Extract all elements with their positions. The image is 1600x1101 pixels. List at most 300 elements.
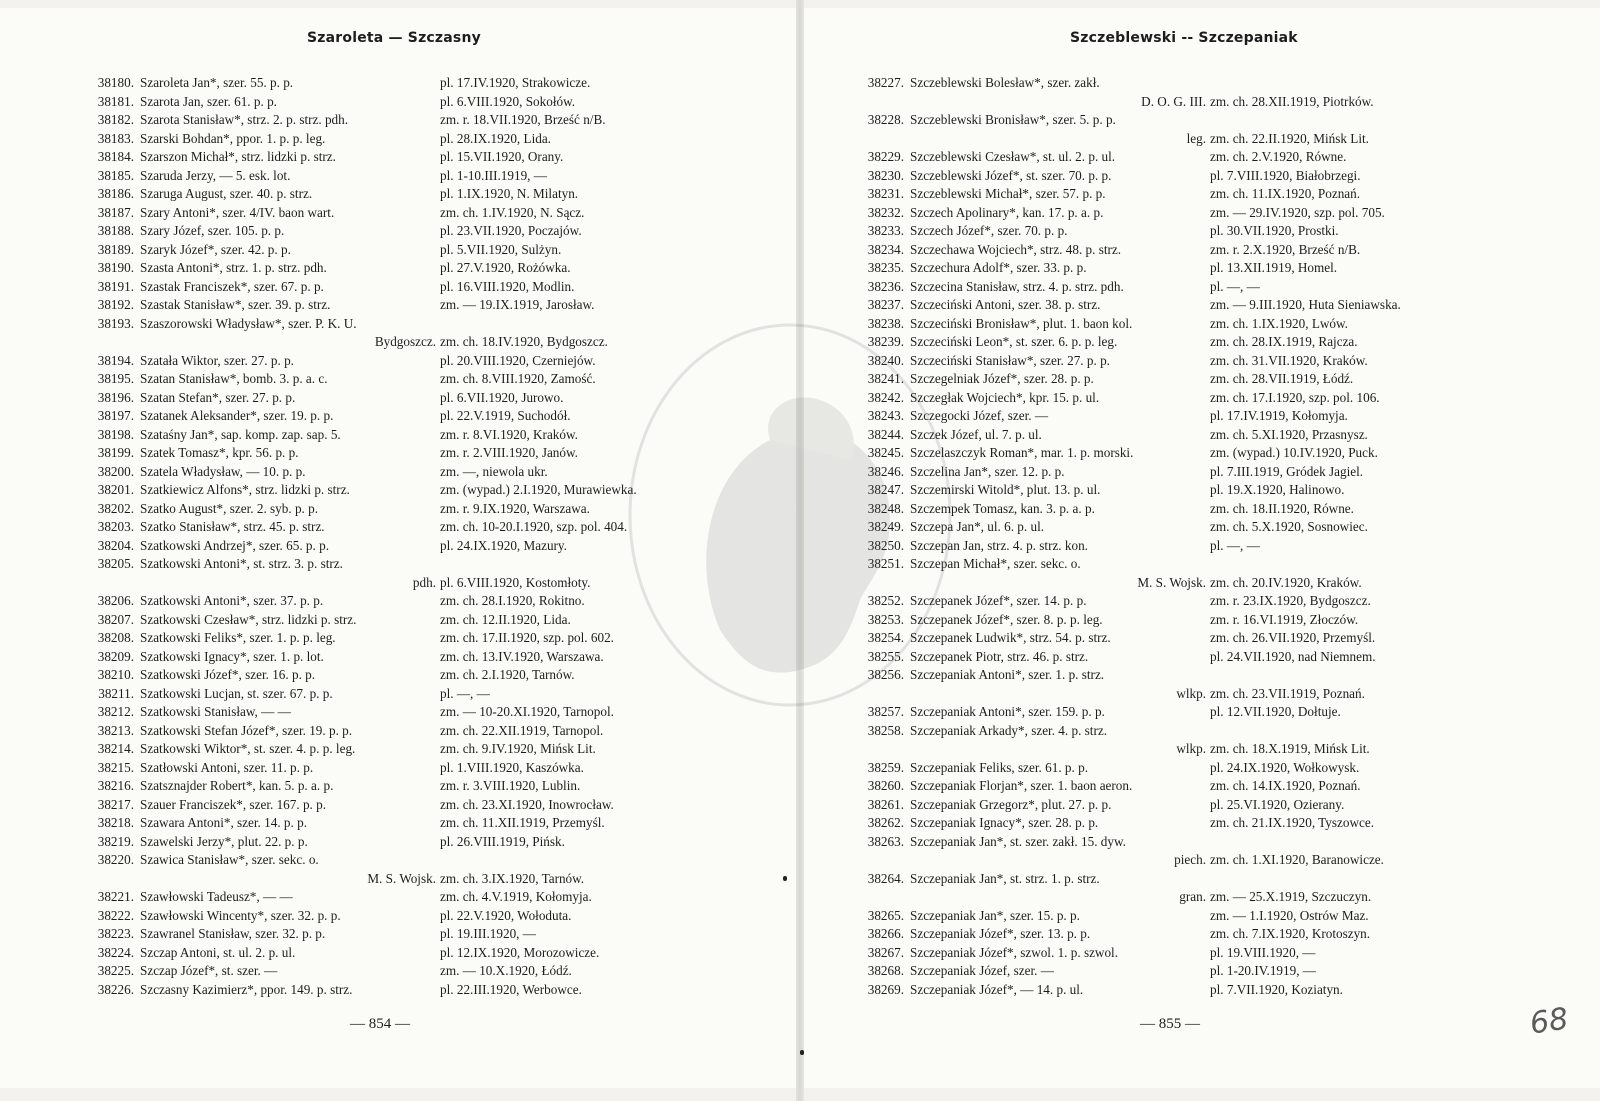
entry-fate: zm. ch. 17.I.1920, szp. pol. 106. xyxy=(1210,389,1380,405)
entry-number: 38198. xyxy=(97,426,134,442)
entry-name: Szatela Władysław, — 10. p. p. xyxy=(140,463,306,479)
entry-name: Szaszorowski Władysław*, szer. P. K. U. xyxy=(140,315,357,331)
right-running-head: Szczeblewski -- Szczepaniak xyxy=(1070,30,1298,46)
list-item xyxy=(84,130,724,149)
entry-name: Szczepanek Józef*, szer. 14. p. p. xyxy=(910,593,1087,608)
entry-name: Szczepaniak Feliks, szer. 61. p. p. xyxy=(910,759,1088,775)
entry-name: Szczecina Stanisław, strz. 4. p. strz. pdh. xyxy=(910,278,1124,294)
entry-fate: zm. r. 2.X.1920, Brześć n/B. xyxy=(1210,241,1361,257)
entry-number: 38194. xyxy=(97,352,134,368)
entry-fate: pl. 17.IV.1919, Kołomyja. xyxy=(1210,408,1348,423)
right-entry-list xyxy=(852,74,1502,999)
entry-fate: zm. (wypad.) 10.IV.1920, Puck. xyxy=(1210,445,1378,460)
entry-number: 38210. xyxy=(97,667,134,682)
list-item xyxy=(84,463,724,482)
list-item xyxy=(84,444,724,463)
entry-name: Szczelaszczyk Roman*, mar. 1. p. morski. xyxy=(910,445,1134,460)
entry-name: Szary Józef, szer. 105. p. p. xyxy=(140,223,285,238)
entry-unit-continuation: Bydgoszcz. xyxy=(374,334,436,349)
entry-number: 38254. xyxy=(867,630,904,645)
list-item xyxy=(84,629,724,648)
entry-fate: pl. 22.V.1920, Wołoduta. xyxy=(440,907,572,923)
entry-number: 38246. xyxy=(867,463,904,479)
entry-name: Szczech Józef*, szer. 70. p. p. xyxy=(910,223,1068,238)
entry-fate: pl. 24.VII.1920, nad Niemnem. xyxy=(1210,648,1376,664)
entry-number: 38222. xyxy=(97,907,134,923)
entry-fate: pl. 24.IX.1920, Mazury. xyxy=(440,537,567,553)
entry-name: Szauer Franciszek*, szer. 167. p. p. xyxy=(140,796,327,812)
entry-fate: zm. ch. 28.I.1920, Rokitno. xyxy=(440,593,585,608)
entry-unit-continuation: D. O. G. III. xyxy=(1141,93,1206,109)
entry-fate: zm. — 25.X.1919, Szczuczyn. xyxy=(1210,889,1372,904)
entry-fate: zm. ch. 26.VII.1920, Przemyśl. xyxy=(1210,630,1376,645)
list-item xyxy=(84,370,724,389)
entry-fate: pl. 7.VIII.1920, Białobrzegi. xyxy=(1210,167,1361,183)
list-item xyxy=(84,555,724,592)
entry-number: 38184. xyxy=(97,149,134,164)
list-item xyxy=(84,93,724,112)
entry-fate: pl. 19.VIII.1920, — xyxy=(1210,944,1316,960)
list-item xyxy=(852,870,1502,907)
entry-name: Szczepaniak Antoni*, szer. 1. p. strz. xyxy=(910,667,1105,682)
entry-name: Szarota Stanisław*, strz. 2. p. strz. pdh. xyxy=(140,112,349,127)
list-item xyxy=(852,555,1502,592)
book-gutter xyxy=(796,0,804,1101)
entry-number: 38233. xyxy=(867,223,904,238)
entry-name: Szczelina Jan*, szer. 12. p. p. xyxy=(910,463,1065,479)
entry-fate: zm. r. 9.IX.1920, Warszawa. xyxy=(440,500,590,516)
entry-fate: zm. ch. 2.V.1920, Równe. xyxy=(1210,149,1347,164)
entry-fate: pl. 23.VII.1920, Poczajów. xyxy=(440,223,582,238)
list-item xyxy=(84,814,724,833)
entry-fate: pl. 16.VIII.1920, Modlin. xyxy=(440,278,575,294)
entry-name: Szatała Wiktor, szer. 27. p. p. xyxy=(140,352,294,368)
entry-fate: zm. ch. 7.IX.1920, Krotoszyn. xyxy=(1210,926,1371,941)
entry-name: Szczepan Jan, strz. 4. p. strz. kon. xyxy=(910,537,1088,553)
entry-name: Szczepaniak Józef*, szer. 13. p. p. xyxy=(910,926,1091,941)
entry-name: Szczek Józef, ul. 7. p. ul. xyxy=(910,426,1042,442)
entry-name: Szaruda Jerzy, — 5. esk. lot. xyxy=(140,167,291,183)
list-item xyxy=(84,703,724,722)
entry-name: Szczeblewski Czesław*, st. ul. 2. p. ul. xyxy=(910,149,1116,164)
entry-name: Szatanek Aleksander*, szer. 19. p. p. xyxy=(140,408,334,423)
list-item xyxy=(84,74,724,93)
entry-fate: zm. r. 3.VIII.1920, Lublin. xyxy=(440,778,581,793)
entry-name: Szczeblewski Józef*, st. szer. 70. p. p. xyxy=(910,167,1112,183)
entry-fate: zm. ch. 17.II.1920, szp. pol. 602. xyxy=(440,630,614,645)
list-item xyxy=(84,833,724,852)
list-item xyxy=(84,851,724,888)
entry-name: Szatkowski Lucjan, st. szer. 67. p. p. xyxy=(140,685,333,701)
list-item xyxy=(852,666,1502,703)
entry-fate: pl. 24.IX.1920, Wołkowysk. xyxy=(1210,759,1360,775)
list-item xyxy=(852,296,1502,315)
entry-number: 38192. xyxy=(97,297,134,312)
list-item xyxy=(852,444,1502,463)
entry-fate: zm. ch. 1.IV.1920, N. Sącz. xyxy=(440,204,585,220)
entry-name: Szataśny Jan*, sap. komp. zap. sap. 5. xyxy=(140,426,341,442)
left-entry-list xyxy=(84,74,724,999)
entry-name: Szaroleta Jan*, szer. 55. p. p. xyxy=(140,75,294,90)
entry-number: 38240. xyxy=(867,352,904,368)
entry-fate: pl. 12.IX.1920, Morozowicze. xyxy=(440,944,600,960)
list-item xyxy=(852,370,1502,389)
list-item xyxy=(852,500,1502,519)
entry-name: Szczepaniak Arkady*, szer. 4. p. strz. xyxy=(910,722,1108,738)
entry-number: 38203. xyxy=(97,519,134,534)
entry-number: 38235. xyxy=(867,260,904,275)
entry-number: 38231. xyxy=(867,186,904,201)
entry-unit-continuation: wlkp. xyxy=(1176,685,1206,701)
entry-name: Szczap Antoni, st. ul. 2. p. ul. xyxy=(140,944,296,960)
entry-fate: zm. ch. 4.V.1919, Kołomyja. xyxy=(440,889,592,904)
list-item xyxy=(852,814,1502,833)
entry-name: Szatkowski Czesław*, strz. lidzki p. strz. xyxy=(140,611,357,627)
entry-name: Szczemirski Witold*, plut. 13. p. ul. xyxy=(910,482,1101,497)
list-item xyxy=(84,518,724,537)
entry-name: Szczasny Kazimierz*, ppor. 149. p. strz. xyxy=(140,981,353,997)
entry-name: Szatsznajder Robert*, kan. 5. p. a. p. xyxy=(140,778,334,793)
list-item xyxy=(84,278,724,297)
entry-number: 38224. xyxy=(97,944,134,960)
entry-fate: pl. 30.VII.1920, Prostki. xyxy=(1210,223,1339,238)
entry-number: 38263. xyxy=(867,833,904,849)
entry-name: Szary Antoni*, szer. 4/IV. baon wart. xyxy=(140,204,335,220)
entry-number: 38221. xyxy=(97,889,134,904)
entry-name: Szczepaniak Józef*, szwol. 1. p. szwol. xyxy=(910,944,1119,960)
entry-name: Szczepan Michał*, szer. sekc. o. xyxy=(910,556,1081,571)
entry-fate: zm. ch. 31.VII.1920, Kraków. xyxy=(1210,352,1368,368)
entry-number: 38250. xyxy=(867,537,904,553)
entry-number: 38265. xyxy=(867,907,904,923)
entry-number: 38193. xyxy=(97,315,134,331)
list-item xyxy=(852,777,1502,796)
list-item xyxy=(852,278,1502,297)
entry-number: 38219. xyxy=(97,833,134,849)
entry-fate: pl. —, — xyxy=(1210,278,1260,294)
entry-name: Szczechawa Wojciech*, strz. 48. p. strz. xyxy=(910,241,1122,257)
list-item xyxy=(84,796,724,815)
entry-number: 38204. xyxy=(97,537,134,553)
entry-name: Szczap Józef*, st. szer. — xyxy=(140,963,278,978)
list-item xyxy=(84,148,724,167)
list-item xyxy=(852,796,1502,815)
entry-number: 38260. xyxy=(867,778,904,793)
entry-fate: zm. ch. 3.IX.1920, Tarnów. xyxy=(440,870,585,886)
list-item xyxy=(84,296,724,315)
entry-name: Szawara Antoni*, szer. 14. p. p. xyxy=(140,815,308,830)
list-item xyxy=(84,222,724,241)
entry-number: 38243. xyxy=(867,408,904,423)
entry-fate: pl. 20.VIII.1920, Czerniejów. xyxy=(440,352,596,368)
entry-unit-continuation: leg. xyxy=(1186,130,1206,146)
list-item xyxy=(852,111,1502,148)
entry-number: 38218. xyxy=(97,815,134,830)
entry-name: Szczeblewski Bolesław*, szer. zakł. xyxy=(910,75,1100,90)
entry-number: 38253. xyxy=(867,611,904,627)
list-item xyxy=(84,944,724,963)
entry-name: Szatkowski Feliks*, szer. 1. p. p. leg. xyxy=(140,630,336,645)
list-item xyxy=(84,925,724,944)
entry-name: Szczepanek Ludwik*, strz. 54. p. strz. xyxy=(910,630,1111,645)
entry-fate: zm. ch. 23.XI.1920, Inowrocław. xyxy=(440,796,614,812)
entry-fate: pl. 7.III.1919, Gródek Jagiel. xyxy=(1210,463,1364,479)
entry-number: 38232. xyxy=(867,204,904,220)
entry-number: 38201. xyxy=(97,482,134,497)
entry-name: Szatkowski Andrzej*, szer. 65. p. p. xyxy=(140,537,329,553)
entry-number: 38242. xyxy=(867,389,904,405)
entry-number: 38225. xyxy=(97,963,134,978)
entry-name: Szasta Antoni*, strz. 1. p. strz. pdh. xyxy=(140,260,327,275)
entry-fate: zm. (wypad.) 2.I.1920, Murawiewka. xyxy=(440,482,637,497)
entry-fate: zm. ch. 5.X.1920, Sosnowiec. xyxy=(1210,519,1368,534)
entry-number: 38196. xyxy=(97,389,134,405)
entry-name: Szczeciński Leon*, st. szer. 6. p. p. leg. xyxy=(910,334,1118,349)
entry-name: Szczepaniak Florjan*, szer. 1. baon aeron. xyxy=(910,778,1133,793)
entry-name: Szastak Franciszek*, szer. 67. p. p. xyxy=(140,278,324,294)
entry-number: 38230. xyxy=(867,167,904,183)
entry-number: 38228. xyxy=(867,112,904,127)
entry-name: Szatkowski Stefan Józef*, szer. 19. p. p. xyxy=(140,722,353,738)
entry-fate: zm. ch. 23.VII.1919, Poznań. xyxy=(1210,685,1365,701)
entry-name: Szawelski Jerzy*, plut. 22. p. p. xyxy=(140,833,308,849)
entry-number: 38238. xyxy=(867,315,904,331)
list-item xyxy=(852,592,1502,611)
entry-number: 38267. xyxy=(867,944,904,960)
entry-number: 38190. xyxy=(97,260,134,275)
list-item xyxy=(852,352,1502,371)
entry-number: 38217. xyxy=(97,796,134,812)
entry-number: 38182. xyxy=(97,112,134,127)
entry-number: 38251. xyxy=(867,556,904,571)
entry-number: 38199. xyxy=(97,445,134,460)
entry-fate: pl. —, — xyxy=(440,685,490,701)
entry-fate: zm. ch. 21.IX.1920, Tyszowce. xyxy=(1210,815,1375,830)
entry-fate: zm. r. 23.IX.1920, Bydgoszcz. xyxy=(1210,593,1371,608)
list-item xyxy=(852,518,1502,537)
entry-number: 38256. xyxy=(867,667,904,682)
list-item xyxy=(84,592,724,611)
entry-number: 38208. xyxy=(97,630,134,645)
entry-name: Szczech Apolinary*, kan. 17. p. a. p. xyxy=(910,204,1104,220)
entry-name: Szaryk Józef*, szer. 42. p. p. xyxy=(140,241,291,257)
entry-fate: zm. ch. 10-20.I.1920, szp. pol. 404. xyxy=(440,519,628,534)
entry-unit-continuation: M. S. Wojsk. xyxy=(367,870,436,886)
list-item xyxy=(84,740,724,759)
list-item xyxy=(84,722,724,741)
list-item xyxy=(852,241,1502,260)
entry-fate: zm. ch. 22.XII.1919, Tarnopol. xyxy=(440,722,604,738)
entry-fate: pl. 19.III.1920, — xyxy=(440,926,536,941)
entry-name: Szaruga August, szer. 40. p. strz. xyxy=(140,186,313,201)
entry-fate: zm. ch. 22.II.1920, Mińsk Lit. xyxy=(1210,130,1369,146)
entry-fate: pl. 6.VIII.1920, Sokołów. xyxy=(440,93,576,109)
right-page-number: — 855 — xyxy=(1140,1016,1200,1032)
entry-name: Szarski Bohdan*, ppor. 1. p. p. leg. xyxy=(140,130,326,146)
list-item xyxy=(84,759,724,778)
entry-number: 38227. xyxy=(867,75,904,90)
entry-number: 38236. xyxy=(867,278,904,294)
entry-number: 38207. xyxy=(97,611,134,627)
entry-name: Szczepa Jan*, ul. 6. p. ul. xyxy=(910,519,1045,534)
entry-fate: zm. ch. 5.XI.1920, Przasnysz. xyxy=(1210,426,1368,442)
entry-name: Szatkowski Stanisław, — — xyxy=(140,704,291,719)
entry-number: 38241. xyxy=(867,371,904,386)
list-item xyxy=(84,481,724,500)
entry-name: Szczepaniak Ignacy*, szer. 28. p. p. xyxy=(910,815,1099,830)
entry-number: 38215. xyxy=(97,759,134,775)
entry-number: 38186. xyxy=(97,186,134,201)
entry-number: 38220. xyxy=(97,852,134,867)
list-item xyxy=(852,389,1502,408)
entry-fate: pl. 6.VIII.1920, Kostomłoty. xyxy=(440,574,591,590)
list-item xyxy=(84,241,724,260)
entry-fate: zm. ch. 11.XII.1919, Przemyśl. xyxy=(440,815,605,830)
entry-name: Szczeblewski Bronisław*, szer. 5. p. p. xyxy=(910,112,1116,127)
list-item xyxy=(852,315,1502,334)
entry-number: 38239. xyxy=(867,334,904,349)
entry-fate: zm. — 1.I.1920, Ostrów Maz. xyxy=(1210,907,1369,923)
entry-number: 38234. xyxy=(867,241,904,257)
entry-fate: zm. — 19.IX.1919, Jarosław. xyxy=(440,297,595,312)
entry-fate: zm. ch. 18.II.1920, Równe. xyxy=(1210,500,1354,516)
entry-fate: zm. — 29.IV.1920, szp. pol. 705. xyxy=(1210,204,1385,220)
entry-name: Szatko Stanisław*, strz. 45. p. strz. xyxy=(140,519,325,534)
binding-mark xyxy=(800,1050,804,1055)
entry-name: Szatkowski Antoni*, szer. 37. p. p. xyxy=(140,593,324,608)
list-item xyxy=(852,463,1502,482)
left-page xyxy=(0,8,800,1088)
entry-fate: zm. r. 16.VI.1919, Złoczów. xyxy=(1210,611,1359,627)
entry-name: Szatkowski Ignacy*, szer. 1. p. lot. xyxy=(140,648,324,664)
list-item xyxy=(852,185,1502,204)
entry-fate: pl. 19.X.1920, Halinowo. xyxy=(1210,482,1345,497)
list-item xyxy=(852,204,1502,223)
entry-fate: zm. ch. 1.XI.1920, Baranowicze. xyxy=(1210,852,1384,867)
entry-fate: zm. r. 18.VII.1920, Brześć n/B. xyxy=(440,112,606,127)
entry-fate: zm. —, niewola ukr. xyxy=(440,463,548,479)
entry-name: Szczepanek Józef*, szer. 8. p. p. leg. xyxy=(910,611,1103,627)
entry-fate: zm. ch. 28.XII.1919, Piotrków. xyxy=(1210,93,1374,109)
list-item xyxy=(852,481,1502,500)
entry-number: 38247. xyxy=(867,482,904,497)
entry-fate: zm. — 9.III.1920, Huta Sieniawska. xyxy=(1210,297,1401,312)
entry-name: Szatkowski Józef*, szer. 16. p. p. xyxy=(140,667,316,682)
list-item xyxy=(84,611,724,630)
entry-name: Szczechura Adolf*, szer. 33. p. p. xyxy=(910,260,1087,275)
entry-name: Szczeciński Stanisław*, szer. 27. p. p. xyxy=(910,352,1110,368)
list-item xyxy=(852,537,1502,556)
list-item xyxy=(852,944,1502,963)
entry-fate: pl. 5.VII.1920, Sulżyn. xyxy=(440,241,562,257)
list-item xyxy=(84,315,724,352)
entry-name: Szawłowski Tadeusz*, — — xyxy=(140,889,293,904)
entry-number: 38237. xyxy=(867,297,904,312)
list-item xyxy=(84,537,724,556)
entry-name: Szatkowski Wiktor*, st. szer. 4. p. p. leg. xyxy=(140,741,356,756)
entry-fate: zm. ch. 12.II.1920, Lida. xyxy=(440,611,571,627)
list-item xyxy=(852,148,1502,167)
left-page-number: — 854 — xyxy=(350,1016,410,1032)
entry-fate: zm. ch. 8.VIII.1920, Zamość. xyxy=(440,371,596,386)
entry-unit-continuation: pdh. xyxy=(412,574,436,590)
list-item xyxy=(852,703,1502,722)
entry-fate: zm. ch. 18.IV.1920, Bydgoszcz. xyxy=(440,334,608,349)
entry-name: Szawica Stanisław*, szer. sekc. o. xyxy=(140,852,319,867)
list-item xyxy=(84,111,724,130)
list-item xyxy=(852,611,1502,630)
entry-number: 38214. xyxy=(97,741,134,756)
entry-fate: pl. 22.III.1920, Werbowce. xyxy=(440,981,582,997)
entry-number: 38264. xyxy=(867,870,904,886)
list-item xyxy=(84,888,724,907)
entry-fate: zm. ch. 9.IV.1920, Mińsk Lit. xyxy=(440,741,596,756)
entry-number: 38245. xyxy=(867,445,904,460)
entry-name: Szczeciński Bronisław*, plut. 1. baon kol. xyxy=(910,315,1133,331)
entry-name: Szatkiewicz Alfons*, strz. lidzki p. strz. xyxy=(140,482,350,497)
entry-name: Szarszon Michał*, strz. lidzki p. strz. xyxy=(140,149,336,164)
entry-number: 38187. xyxy=(97,204,134,220)
entry-name: Szatkowski Antoni*, st. strz. 3. p. strz. xyxy=(140,556,343,571)
entry-name: Szczepaniak Jan*, st. szer. zakł. 15. dyw. xyxy=(910,833,1126,849)
entry-fate: zm. r. 8.VI.1920, Kraków. xyxy=(440,426,578,442)
entry-name: Szarota Jan, szer. 61. p. p. xyxy=(140,93,277,109)
list-item xyxy=(84,352,724,371)
entry-name: Szczepaniak Józef*, — 14. p. ul. xyxy=(910,981,1084,997)
list-item xyxy=(852,833,1502,870)
entry-fate: zm. ch. 2.I.1920, Tarnów. xyxy=(440,667,575,682)
handwritten-page-number: 68 xyxy=(1527,1001,1571,1042)
entry-name: Szczegłak Wojciech*, kpr. 15. p. ul. xyxy=(910,389,1100,405)
entry-number: 38197. xyxy=(97,408,134,423)
list-item xyxy=(852,722,1502,759)
entry-number: 38262. xyxy=(867,815,904,830)
entry-unit-continuation: gran. xyxy=(1179,889,1206,904)
entry-unit-continuation: piech. xyxy=(1174,852,1206,867)
entry-name: Szawranel Stanisław, szer. 32. p. p. xyxy=(140,926,326,941)
list-item xyxy=(852,925,1502,944)
entry-fate: zm. — 10-20.XI.1920, Tarnopol. xyxy=(440,704,614,719)
entry-name: Szastak Stanisław*, szer. 39. p. strz. xyxy=(140,297,331,312)
entry-number: 38200. xyxy=(97,463,134,479)
right-page xyxy=(800,8,1600,1088)
entry-fate: pl. 12.VII.1920, Dołtuje. xyxy=(1210,704,1341,719)
binding-mark xyxy=(783,876,787,881)
entry-name: Szczeblewski Michał*, szer. 57. p. p. xyxy=(910,186,1106,201)
entry-number: 38266. xyxy=(867,926,904,941)
entry-number: 38211. xyxy=(98,685,134,701)
entry-fate: zm. ch. 28.VII.1919, Łódź. xyxy=(1210,371,1354,386)
list-item xyxy=(852,426,1502,445)
entry-number: 38185. xyxy=(97,167,134,183)
entry-number: 38229. xyxy=(867,149,904,164)
entry-name: Szatko August*, szer. 2. syb. p. p. xyxy=(140,500,319,516)
entry-fate: pl. 15.VII.1920, Orany. xyxy=(440,149,564,164)
list-item xyxy=(852,907,1502,926)
list-item xyxy=(84,685,724,704)
list-item xyxy=(84,777,724,796)
entry-number: 38259. xyxy=(867,759,904,775)
entry-name: Szatan Stefan*, szer. 27. p. p. xyxy=(140,389,296,405)
entry-name: Szatek Tomasz*, kpr. 56. p. p. xyxy=(140,445,299,460)
list-item xyxy=(84,389,724,408)
entry-name: Szatan Stanisław*, bomb. 3. p. a. c. xyxy=(140,371,328,386)
entry-fate: pl. 1-10.III.1919, — xyxy=(440,167,547,183)
list-item xyxy=(852,648,1502,667)
list-item xyxy=(852,759,1502,778)
list-item xyxy=(84,648,724,667)
list-item xyxy=(852,407,1502,426)
